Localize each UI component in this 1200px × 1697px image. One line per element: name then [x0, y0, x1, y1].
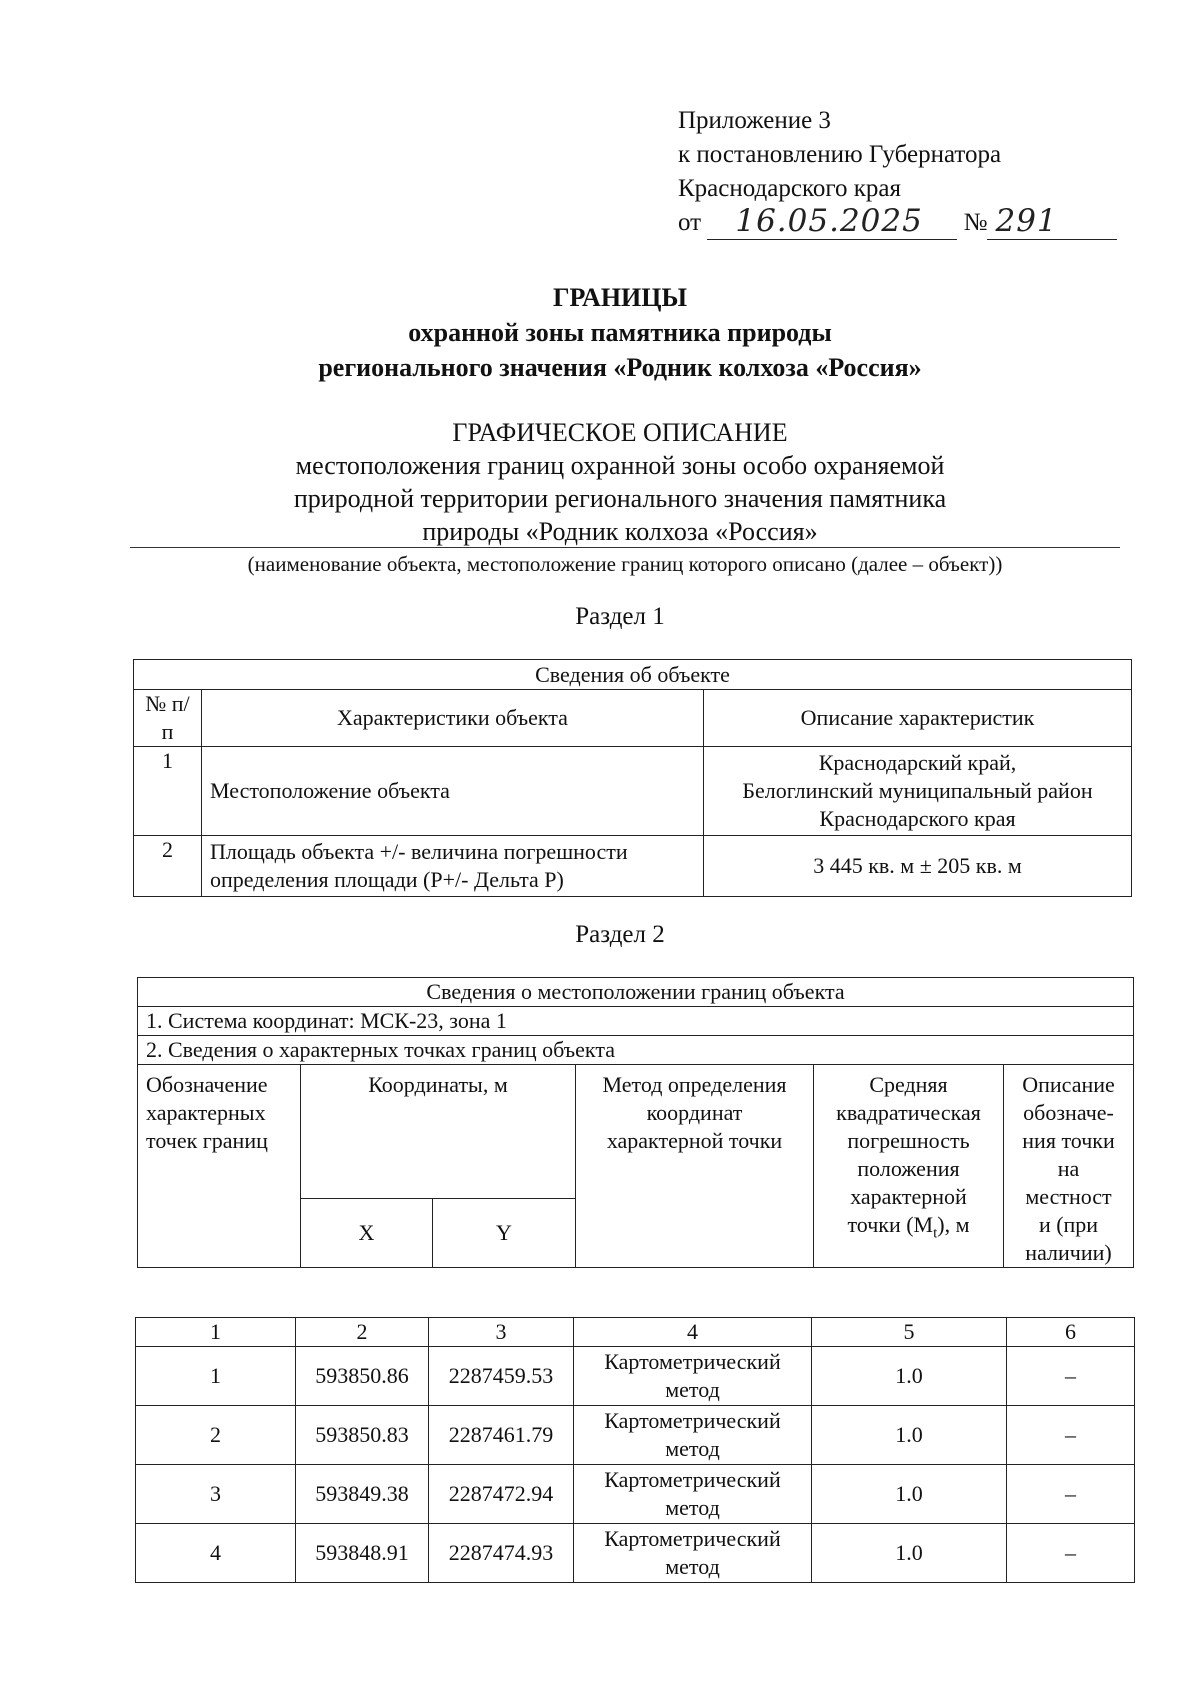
doc-title: ГРАНИЦЫ [552, 283, 688, 312]
date-field [707, 203, 957, 240]
header-designation [138, 1065, 301, 1268]
object-caption: (наименование объекта, местоположение границ которого описано (далее – объект)) [247, 552, 1003, 576]
graphic-description-line-1: местоположения границ охранной зоны особо охраняемой [295, 451, 945, 480]
section-2-label: Раздел 2 [575, 921, 665, 948]
header-line: характерной точки [606, 1128, 783, 1153]
points-title: 2. Сведения о характерных точках границ объекта [138, 1036, 1134, 1065]
point-error: 1.0 [812, 1347, 1007, 1406]
point-error: 1.0 [812, 1465, 1007, 1524]
point-number: 3 [136, 1465, 296, 1524]
point-number: 4 [136, 1524, 296, 1583]
object-info-table [133, 659, 1132, 897]
table-row [138, 1065, 1134, 1199]
column-number: 4 [574, 1318, 812, 1347]
point-description: – [1007, 1347, 1135, 1406]
header-line: Обозначение [146, 1072, 268, 1097]
header-line: ния точки [1022, 1128, 1115, 1153]
number-handwritten: 291 [995, 203, 1058, 239]
point-x: 593849.38 [296, 1465, 429, 1524]
row-1-characteristic: Местоположение объекта [202, 747, 704, 836]
table-row [136, 1406, 1135, 1465]
header-y: Y [433, 1198, 576, 1267]
point-x: 593850.83 [296, 1406, 429, 1465]
appendix-line-2: к постановлению Губернатора [678, 141, 1002, 168]
point-y: 2287474.93 [429, 1524, 574, 1583]
number-prefix: № [963, 209, 988, 236]
header-line: на [1057, 1156, 1080, 1181]
header-method [576, 1065, 814, 1268]
header-line: и (при [1038, 1212, 1099, 1237]
point-method-line: Картометрический [604, 1467, 781, 1492]
boundary-info-title: Сведения о местоположении границ объекта [138, 978, 1134, 1007]
table-row [136, 1318, 1135, 1347]
point-description: – [1007, 1465, 1135, 1524]
caption-rule [130, 547, 1120, 548]
graphic-description-heading: ГРАФИЧЕСКОЕ ОПИСАНИЕ [452, 418, 788, 447]
column-number: 6 [1007, 1318, 1135, 1347]
appendix-line-1: Приложение 3 [678, 107, 831, 134]
table-row [138, 1036, 1134, 1065]
point-method [574, 1347, 812, 1406]
point-error: 1.0 [812, 1524, 1007, 1583]
point-method-line: Картометрический [604, 1349, 781, 1374]
header-error-subscript: t [933, 1225, 938, 1242]
column-number: 5 [812, 1318, 1007, 1347]
points-table [135, 1317, 1135, 1583]
row-2-description: 3 445 кв. м ± 205 кв. м [704, 836, 1132, 897]
doc-title-line-3: регионального значения «Родник колхоза «Россия» [318, 353, 922, 382]
header-line: погрешность [847, 1128, 970, 1153]
row-1-num: 1 [134, 747, 202, 836]
object-info-title: Сведения об объекте [134, 660, 1132, 690]
row-1-description-line: Краснодарский край, [818, 750, 1017, 775]
graphic-description-line-2: природной территории регионального значения памятника [293, 484, 947, 513]
date-handwritten: 16.05.2025 [735, 203, 923, 239]
point-number: 2 [136, 1406, 296, 1465]
header-line: Описание [1022, 1072, 1115, 1097]
table-row [138, 1007, 1134, 1036]
point-method-line: метод [665, 1554, 720, 1579]
boundary-info-table [137, 977, 1134, 1268]
header-line: характерных [146, 1100, 266, 1125]
header-line [822, 1211, 995, 1247]
point-method-line: метод [665, 1495, 720, 1520]
row-1-description-line: Краснодарского края [819, 806, 1016, 831]
point-y: 2287459.53 [429, 1347, 574, 1406]
point-method [574, 1465, 812, 1524]
column-number: 3 [429, 1318, 574, 1347]
header-line: местност [1025, 1184, 1112, 1209]
row-2-characteristic-line: Площадь объекта +/- величина погрешности [210, 839, 628, 864]
row-2-characteristic [202, 836, 704, 897]
header-num: № п/п [134, 690, 202, 747]
header-error-text: точки (М [847, 1212, 934, 1237]
header-line: точек границ [146, 1128, 268, 1153]
table-row [136, 1524, 1135, 1583]
point-description: – [1007, 1524, 1135, 1583]
date-prefix: от [678, 209, 702, 236]
number-field [987, 203, 1117, 240]
header-line: квадратическая [836, 1100, 981, 1125]
table-row [136, 1465, 1135, 1524]
point-method-line: Картометрический [604, 1408, 781, 1433]
row-1-description-line: Белоглинский муниципальный район [742, 778, 1093, 803]
point-method [574, 1524, 812, 1583]
column-number: 2 [296, 1318, 429, 1347]
row-1-description [704, 747, 1132, 836]
graphic-description-line-3: природы «Родник колхоза «Россия» [422, 517, 818, 546]
point-method-line: метод [665, 1436, 720, 1461]
header-line: координат [646, 1100, 743, 1125]
header-error [814, 1065, 1004, 1268]
header-description: Описание характеристик [704, 690, 1132, 747]
header-characteristics: Характеристики объекта [202, 690, 704, 747]
header-line: Средняя [869, 1072, 948, 1097]
header-coordinates: Координаты, м [301, 1065, 576, 1199]
appendix-line-3: Краснодарского края [678, 175, 901, 202]
header-error-text: ), м [937, 1212, 970, 1237]
header-line: характерной [850, 1184, 967, 1209]
point-description: – [1007, 1406, 1135, 1465]
header-point-description [1004, 1065, 1134, 1268]
table-row [134, 836, 1132, 897]
section-1-label: Раздел 1 [575, 603, 665, 630]
header-line: положения [857, 1156, 960, 1181]
point-error: 1.0 [812, 1406, 1007, 1465]
appendix-block [678, 104, 1117, 240]
row-2-characteristic-line: определения площади (Р+/- Дельта Р) [210, 867, 564, 892]
point-number: 1 [136, 1347, 296, 1406]
header-line: обозначе- [1023, 1100, 1114, 1125]
point-method-line: Картометрический [604, 1526, 781, 1551]
header-line: наличии) [1025, 1240, 1112, 1265]
table-row [134, 660, 1132, 690]
point-method [574, 1406, 812, 1465]
header-line: Метод определения [602, 1072, 787, 1097]
table-row [136, 1347, 1135, 1406]
appendix-date-line [678, 203, 1117, 240]
table-row [138, 978, 1134, 1007]
point-x: 593850.86 [296, 1347, 429, 1406]
header-x: X [301, 1198, 433, 1267]
point-y: 2287461.79 [429, 1406, 574, 1465]
doc-title-line-2: охранной зоны памятника природы [408, 318, 832, 347]
row-2-num: 2 [134, 836, 202, 897]
table-row [134, 747, 1132, 836]
point-y: 2287472.94 [429, 1465, 574, 1524]
point-method-line: метод [665, 1377, 720, 1402]
column-number: 1 [136, 1318, 296, 1347]
coordinate-system: 1. Система координат: МСК-23, зона 1 [138, 1007, 1134, 1036]
point-x: 593848.91 [296, 1524, 429, 1583]
table-row [134, 690, 1132, 747]
